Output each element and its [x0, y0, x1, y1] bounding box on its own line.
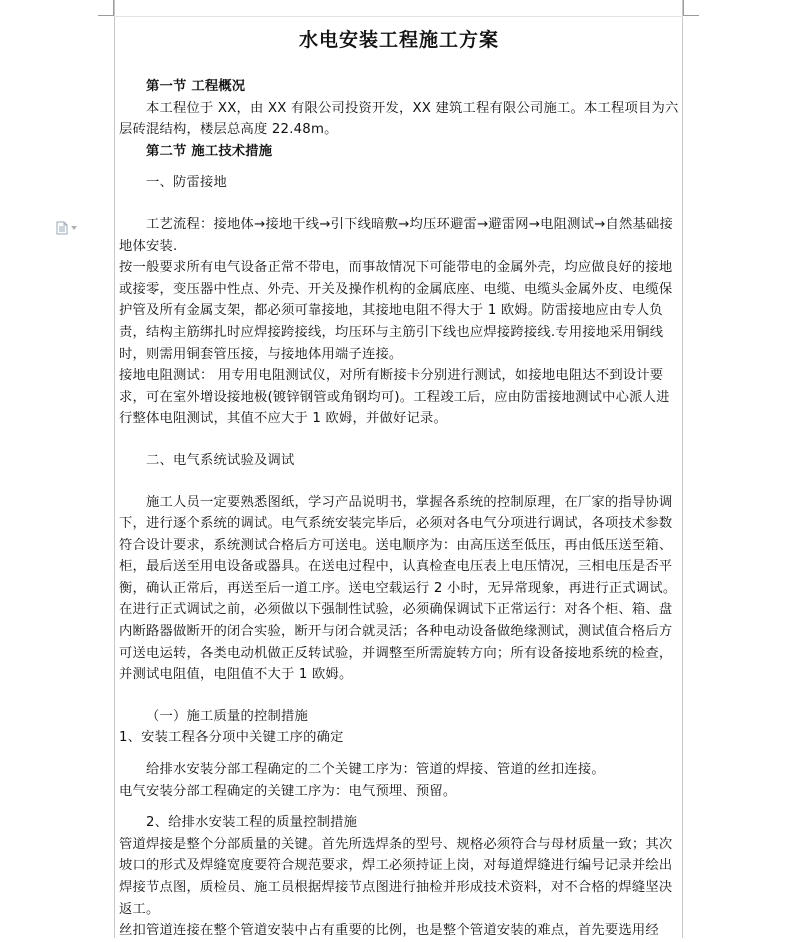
caret-down-icon [71, 226, 77, 230]
process-paragraph: 工艺流程：接地体→接地干线→引下线暗敷→均压环避雷→避雷网→电阻测试→自然基础接地体安装. [119, 216, 673, 254]
page-border-left [114, 0, 115, 938]
page-corner-mark [683, 0, 684, 16]
document-body[interactable] [119, 20, 679, 942]
paragraph-menu-button[interactable] [56, 221, 82, 235]
paragraph: 按一般要求所有电气设备正常不带电，而事故情况下可能带电的金属外壳，均应做良好的接地或接零，变压器中性点、外壳、开关及操作机构的金属底座、电缆、电缆头金属外皮、电缆保护管及所有金属支架，都必须可靠接地，其接地电阻不得大于 1 欧姆。防雷接地应由专人负责，结构主筋绑扎时应焊接跨接线，均压环与主筋引下线也应焊接跨接线.专用接地采用铜线时，则需用铜套管压接，与接地体用端子连接。 [119, 260, 673, 362]
paragraph: 电气安装分部工程确定的关键工序为：电气预埋、预留。 [119, 783, 457, 799]
list-item-heading: 2、给排水安装工程的质量控制措施 [146, 815, 358, 831]
subsection-heading: 一、防雷接地 [146, 175, 227, 191]
page-border-right [682, 0, 683, 938]
section-heading: 第一节 工程概况 [146, 79, 246, 94]
paragraph: 施工人员一定要熟悉图纸，学习产品说明书，掌握各系统的控制原理，在厂家的指导协调下，进行逐个系统的调试。电气系统安装完毕后，必须对各电气分项进行调试，各项技术参数符合设计要求，系统测试合格后方可送电。送电顺序为：由高压送至低压，再由低压送至箱、柜，最后送至用电设备或器具。在送电过程中，认真检查电压表上电压情况，三相电压是否平衡，确认正常后，再送至后一道工序。送电空载运行 2 小时，无异常现象，再进行正式调试。在进行正式调试之前，必须做以下强制性试验，必须确保调试下正常运行：对各个柜、箱、盘内断路器做断开的闭合实验，断开与闭合就灵活；各种电动设备做绝缘测试，测试值合格后方可送电运转，各类电动机做正反转试验，并调整至所需旋转方向；所有设备接地系统的检查，并测试电阻值，电阻值不大于 1 欧姆。 [119, 494, 677, 683]
paragraph: 给排水安装分部工程确定的二个关键工序为：管道的焊接、管道的丝扣连接。 [146, 762, 605, 778]
paragraph: 管道焊接是整个分部质量的关键。首先所选焊条的型号、规格必须符合与母材质量一致；其次坡口的形式及焊缝宽度要符合规范要求，焊工必须持证上岗，对每道焊缝进行编号记录并绘出焊接节点图，质检员、施工员根据焊接节点图进行抽检并形成技术资料，对不合格的焊缝坚决返工。 [119, 836, 673, 917]
page-corner-mark [683, 15, 699, 16]
subsection-heading: （一）施工质量的控制措施 [146, 708, 308, 724]
document-icon [56, 221, 68, 235]
section-heading: 第二节 施工技术措施 [146, 143, 273, 159]
list-item-heading: 1、安装工程各分项中关键工序的确定 [119, 730, 344, 746]
page-border-top [114, 16, 683, 17]
subsection-heading: 二、电气系统试验及调试 [146, 452, 295, 468]
paragraph: 接地电阻测试： 用专用电阻测试仪，对所有断接卡分别进行测试，如接地电阻达不到设计要求，可在室外增设接地极(镀锌钢管或角钢均可)。工程竣工后，应由防雷接地测试中心派人进行整体电阻测试，其值不应大于 1 欧姆，并做好记录。 [119, 368, 670, 427]
page-corner-mark [98, 15, 114, 16]
paragraph: 丝扣管道连接在整个管道安装中占有重要的比例，也是整个管道安装的难点，首先要选用经 [119, 923, 659, 939]
document-title: 水电安装工程施工方案 [298, 29, 499, 51]
paragraph: 本工程位于 XX，由 XX 有限公司投资开发，XX 建筑工程有限公司施工。本工程项目为六层砖混结构，楼层总高度 22.48m。 [119, 100, 679, 138]
